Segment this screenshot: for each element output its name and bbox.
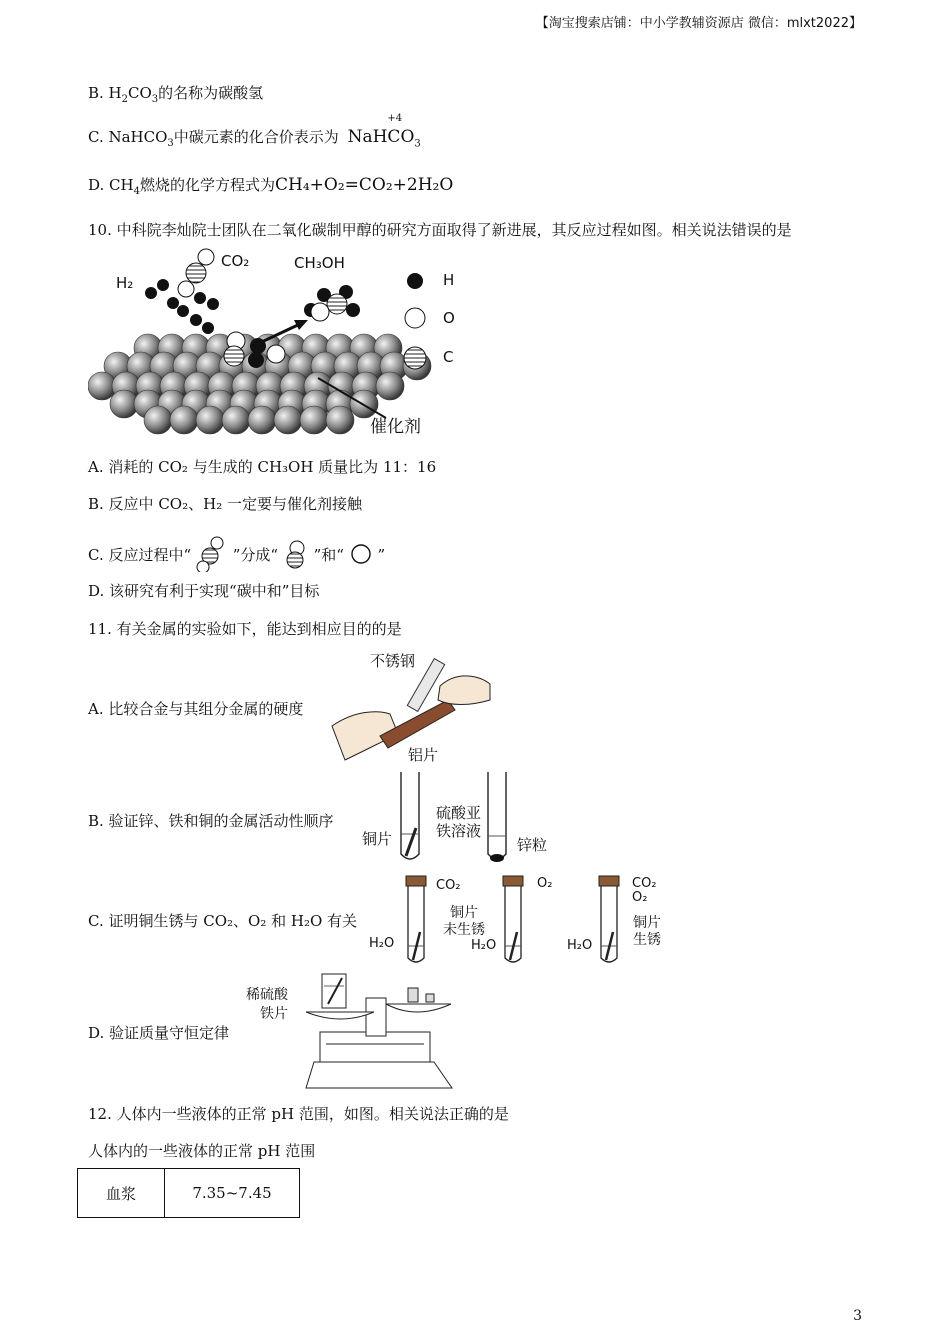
h-atom: [207, 298, 219, 310]
q11-option-d: D. 验证质量守恒定律: [88, 1024, 230, 1042]
q10-option-d: D. 该研究有利于实现“碳中和”目标: [88, 582, 320, 600]
c-atom: [224, 346, 244, 366]
valence-formula: NaH +4 $CO_3$: [347, 113, 421, 150]
tube2-o2-label: O₂: [537, 876, 553, 891]
legend-h-symbol: [407, 273, 423, 289]
catalyst-sphere: [170, 406, 198, 434]
h-atom: [202, 322, 214, 334]
page-number: 3: [853, 1308, 862, 1324]
water-label: H₂O: [471, 938, 497, 953]
left-pan: [306, 1012, 374, 1019]
right-hand: [438, 676, 490, 705]
o-atom: [198, 249, 214, 265]
co-molecule-icon: [283, 540, 309, 570]
legend-c-label: C: [443, 348, 454, 366]
legend-h-label: H: [443, 271, 455, 289]
zinc-label: 锌粒: [517, 836, 548, 854]
activity-series-figure: [360, 770, 555, 868]
h-atom: [346, 303, 360, 317]
copper-label: 铜片: [633, 915, 661, 931]
ferrous-sulfate-label-2: 铁溶液: [436, 822, 482, 840]
ph-range-table: [77, 1168, 300, 1218]
catalyst-sphere: [248, 406, 276, 434]
catalyst-sphere: [222, 406, 250, 434]
legend-c-symbol: [404, 347, 426, 369]
ferrous-sulfate-label-1: 硫酸亚: [436, 804, 482, 822]
q9-option-d: D. $CH_4$燃烧的化学方程式为CH₄+O₂=CO₂+2H₂O: [88, 175, 454, 197]
legend-o-symbol: [405, 308, 425, 328]
q10-option-b: B. 反应中 CO₂、H₂ 一定要与催化剂接触: [88, 495, 362, 513]
balance-figure: [246, 970, 461, 1094]
weight: [426, 994, 434, 1002]
tube3-co2-label: CO₂: [632, 876, 657, 891]
ph-table-title: 人体内的一些液体的正常 pH 范围: [88, 1142, 316, 1160]
catalyst-sphere: [144, 406, 172, 434]
h2-label: H₂: [116, 274, 134, 292]
table-row: [78, 1169, 300, 1218]
catalyst-sphere: [300, 406, 328, 434]
q12-stem: 12. 人体内一些液体的正常 pH 范围，如图。相关说法正确的是: [88, 1105, 509, 1123]
weight: [408, 988, 418, 1002]
q10-option-c: C. 反应过程中“ ”分成“ ”和“ ”: [88, 536, 385, 572]
o-atom: [311, 303, 329, 321]
test-tube: [488, 772, 506, 859]
copper-label: 铜片: [450, 905, 478, 921]
h-atom: [145, 287, 157, 299]
not-rusted-label: 未生锈: [443, 922, 485, 938]
balance-base: [306, 1062, 452, 1088]
hardness-test-figure: [330, 648, 495, 766]
h-atom: [167, 297, 179, 309]
catalyst-sphere: [196, 406, 224, 434]
fluid-name-cell: 血浆: [78, 1169, 165, 1218]
rusting-experiment-figure: [366, 872, 666, 968]
right-pan: [386, 1004, 451, 1012]
catalyst-label: 催化剂: [370, 417, 421, 437]
h-atom: [194, 292, 206, 304]
tube3-o2-label: O₂: [632, 890, 648, 905]
h-atom: [177, 305, 189, 317]
h-atom: [248, 352, 264, 368]
zinc-granules: [490, 854, 504, 862]
dilute-sulfuric-acid-label: 稀硫酸: [246, 987, 288, 1003]
co2-molecule-icon: [196, 536, 228, 572]
aluminum-label: 铝片: [408, 746, 439, 764]
o-atom: [267, 345, 285, 363]
q10-reaction-figure: [88, 248, 478, 443]
q11-stem: 11. 有关金属的实验如下，能达到相应目的的是: [88, 620, 402, 638]
h-atom: [190, 314, 202, 326]
q10-option-a: A. 消耗的 CO₂ 与生成的 CH₃OH 质量比为 11：16: [88, 458, 437, 476]
catalyst-sphere: [326, 406, 354, 434]
catalyst-sphere: [376, 372, 404, 400]
c-atom: [327, 294, 347, 314]
co2-label: CO₂: [221, 252, 250, 270]
o-atom-icon: [349, 543, 373, 565]
copper-label: 铜片: [362, 830, 393, 848]
q11-option-c: C. 证明铜生锈与 CO₂、O₂ 和 H₂O 有关: [88, 912, 358, 930]
tube1-co2-label: CO₂: [436, 878, 461, 893]
ch3oh-label: CH₃OH: [294, 254, 345, 272]
legend-o-label: O: [443, 309, 455, 327]
q9-option-c: C. NaHCO$_3$中碳元素的化合价表示为 NaH +4 $CO_3$: [88, 113, 421, 150]
stopper: [599, 876, 619, 886]
stopper: [406, 876, 426, 886]
iron-strip-label: 铁片: [260, 1006, 288, 1022]
stopper: [503, 876, 523, 886]
q11-option-a: A. 比较合金与其组分金属的硬度: [88, 700, 304, 718]
h-atom: [157, 279, 169, 291]
balance-column: [366, 998, 386, 1036]
rusted-label: 生锈: [633, 932, 661, 948]
catalyst-sphere: [274, 406, 302, 434]
copper-strip: [406, 828, 416, 856]
water-label: H₂O: [369, 936, 395, 951]
ph-range-cell: 7.35~7.45: [165, 1169, 300, 1218]
q10-stem: 10. 中科院李灿院士团队在二氧化碳制甲醇的研究方面取得了新进展，其反应过程如图。相关说法错误的是: [88, 221, 792, 239]
page-header: 【淘宝搜索店铺：中小学教辅资源店 微信：mlxt2022】: [535, 16, 862, 31]
stainless-steel-label: 不锈钢: [370, 652, 416, 670]
c-atom: [186, 263, 206, 283]
water-label: H₂O: [567, 938, 593, 953]
q9-option-b: B. $H_2CO_3$的名称为碳酸氢: [88, 84, 264, 105]
q11-option-b: B. 验证锌、铁和铜的金属活动性顺序: [88, 812, 334, 830]
o-atom: [178, 281, 194, 297]
